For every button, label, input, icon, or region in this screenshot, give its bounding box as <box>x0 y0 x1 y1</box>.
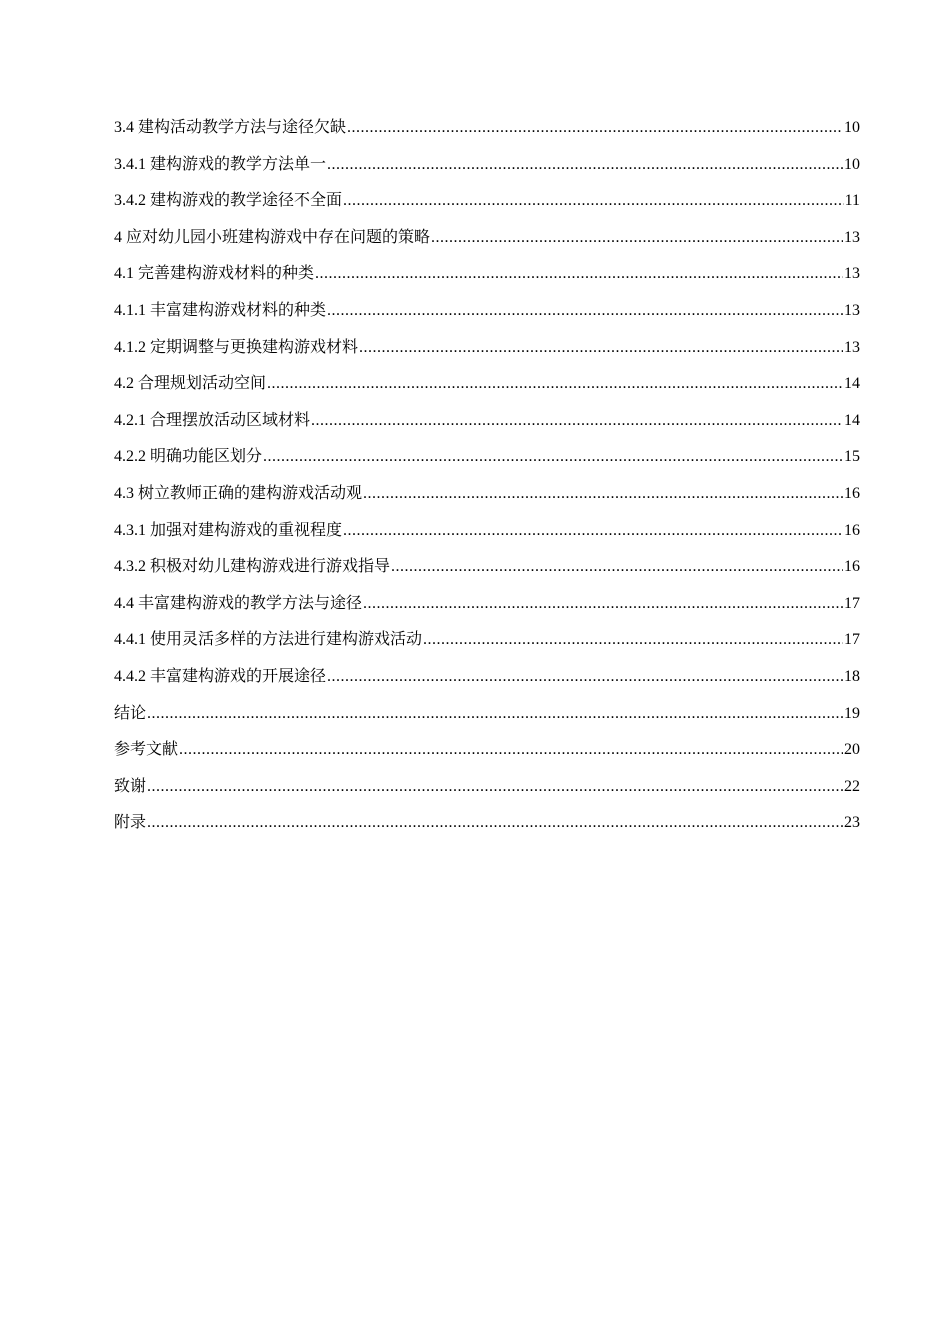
toc-dot-leader <box>363 586 843 623</box>
toc-entry[interactable] <box>114 805 860 842</box>
toc-dot-leader <box>359 330 843 367</box>
table-of-contents <box>114 110 860 842</box>
toc-entry[interactable] <box>114 256 860 293</box>
toc-entry[interactable] <box>114 659 860 696</box>
toc-entry[interactable] <box>114 403 860 440</box>
toc-entry-title: 结论 <box>114 704 147 722</box>
toc-entry-page: 13 <box>844 265 860 283</box>
toc-entry-page: 13 <box>844 338 860 356</box>
toc-entry-page: 23 <box>844 814 860 832</box>
toc-entry-title: 4.1 完善建构游戏材料的种类 <box>114 265 315 283</box>
toc-dot-leader <box>147 696 843 733</box>
toc-entry-title: 4.4.2 丰富建构游戏的开展途径 <box>114 667 327 685</box>
toc-entry-page: 10 <box>844 119 860 136</box>
toc-entry[interactable] <box>114 330 860 367</box>
toc-dot-leader <box>343 513 843 550</box>
toc-dot-leader <box>423 622 843 659</box>
toc-entry-page: 18 <box>844 667 860 685</box>
toc-entry[interactable] <box>114 622 860 659</box>
toc-entry-title: 4.3.2 积极对幼儿建构游戏进行游戏指导 <box>114 558 391 576</box>
toc-dot-leader <box>327 659 843 696</box>
toc-entry-title: 附录 <box>114 814 147 832</box>
toc-dot-leader <box>391 549 843 586</box>
toc-entry-title: 4.3 树立教师正确的建构游戏活动观 <box>114 484 363 502</box>
toc-entry[interactable] <box>114 476 860 513</box>
toc-entry-title: 4.2.2 明确功能区划分 <box>114 448 263 466</box>
toc-entry-page: 19 <box>844 704 860 722</box>
toc-dot-leader <box>147 769 843 806</box>
toc-dot-leader <box>363 476 843 513</box>
toc-entry[interactable] <box>114 366 860 403</box>
toc-entry-page: 14 <box>844 375 860 393</box>
toc-entry-title: 致谢 <box>114 777 147 795</box>
toc-entry-title: 3.4 建构活动教学方法与途径欠缺 <box>114 119 347 136</box>
toc-entry[interactable] <box>114 220 860 257</box>
toc-entry[interactable] <box>114 586 860 623</box>
toc-entry-title: 参考文献 <box>114 741 179 759</box>
toc-entry-page: 16 <box>844 558 860 576</box>
toc-entry[interactable] <box>114 293 860 330</box>
toc-dot-leader <box>147 805 843 842</box>
toc-entry-page: 14 <box>844 411 860 429</box>
toc-entry-page: 13 <box>844 228 860 246</box>
toc-entry[interactable] <box>114 513 860 550</box>
toc-entry-title: 4.3.1 加强对建构游戏的重视程度 <box>114 521 343 539</box>
toc-entry-title: 4 应对幼儿园小班建构游戏中存在问题的策略 <box>114 228 431 246</box>
toc-entry[interactable] <box>114 769 860 806</box>
toc-entry-page: 16 <box>844 484 860 502</box>
toc-entry-title: 4.4.1 使用灵活多样的方法进行建构游戏活动 <box>114 631 423 649</box>
toc-entry[interactable] <box>114 110 860 147</box>
toc-entry-title: 4.1.2 定期调整与更换建构游戏材料 <box>114 338 359 356</box>
toc-dot-leader <box>315 256 843 293</box>
toc-dot-leader <box>263 439 843 476</box>
toc-entry[interactable] <box>114 439 860 476</box>
toc-dot-leader <box>327 293 843 330</box>
toc-dot-leader <box>267 366 843 403</box>
toc-dot-leader <box>347 110 843 147</box>
toc-entry-page: 15 <box>844 448 860 466</box>
toc-entry-title: 4.1.1 丰富建构游戏材料的种类 <box>114 301 327 319</box>
toc-entry[interactable] <box>114 183 860 220</box>
toc-entry[interactable] <box>114 732 860 769</box>
toc-entry-page: 20 <box>844 741 860 759</box>
toc-entry-page: 11 <box>844 192 860 210</box>
toc-entry-page: 16 <box>844 521 860 539</box>
toc-entry-title: 4.4 丰富建构游戏的教学方法与途径 <box>114 594 363 612</box>
toc-entry-page: 22 <box>844 777 860 795</box>
toc-entry-title: 3.4.2 建构游戏的教学途径不全面 <box>114 192 343 210</box>
toc-dot-leader <box>311 403 843 440</box>
toc-dot-leader <box>431 220 843 257</box>
toc-dot-leader <box>179 732 843 769</box>
toc-entry-title: 3.4.1 建构游戏的教学方法单一 <box>114 155 327 173</box>
toc-entry[interactable] <box>114 147 860 184</box>
toc-dot-leader <box>343 183 844 220</box>
toc-entry-title: 4.2.1 合理摆放活动区域材料 <box>114 411 311 429</box>
toc-entry[interactable] <box>114 549 860 586</box>
toc-entry-page: 13 <box>844 301 860 319</box>
toc-entry[interactable] <box>114 696 860 733</box>
toc-entry-page: 17 <box>844 631 860 649</box>
toc-entry-page: 17 <box>844 594 860 612</box>
toc-entry-page: 10 <box>844 155 860 173</box>
toc-dot-leader <box>327 147 843 184</box>
toc-entry-title: 4.2 合理规划活动空间 <box>114 375 267 393</box>
